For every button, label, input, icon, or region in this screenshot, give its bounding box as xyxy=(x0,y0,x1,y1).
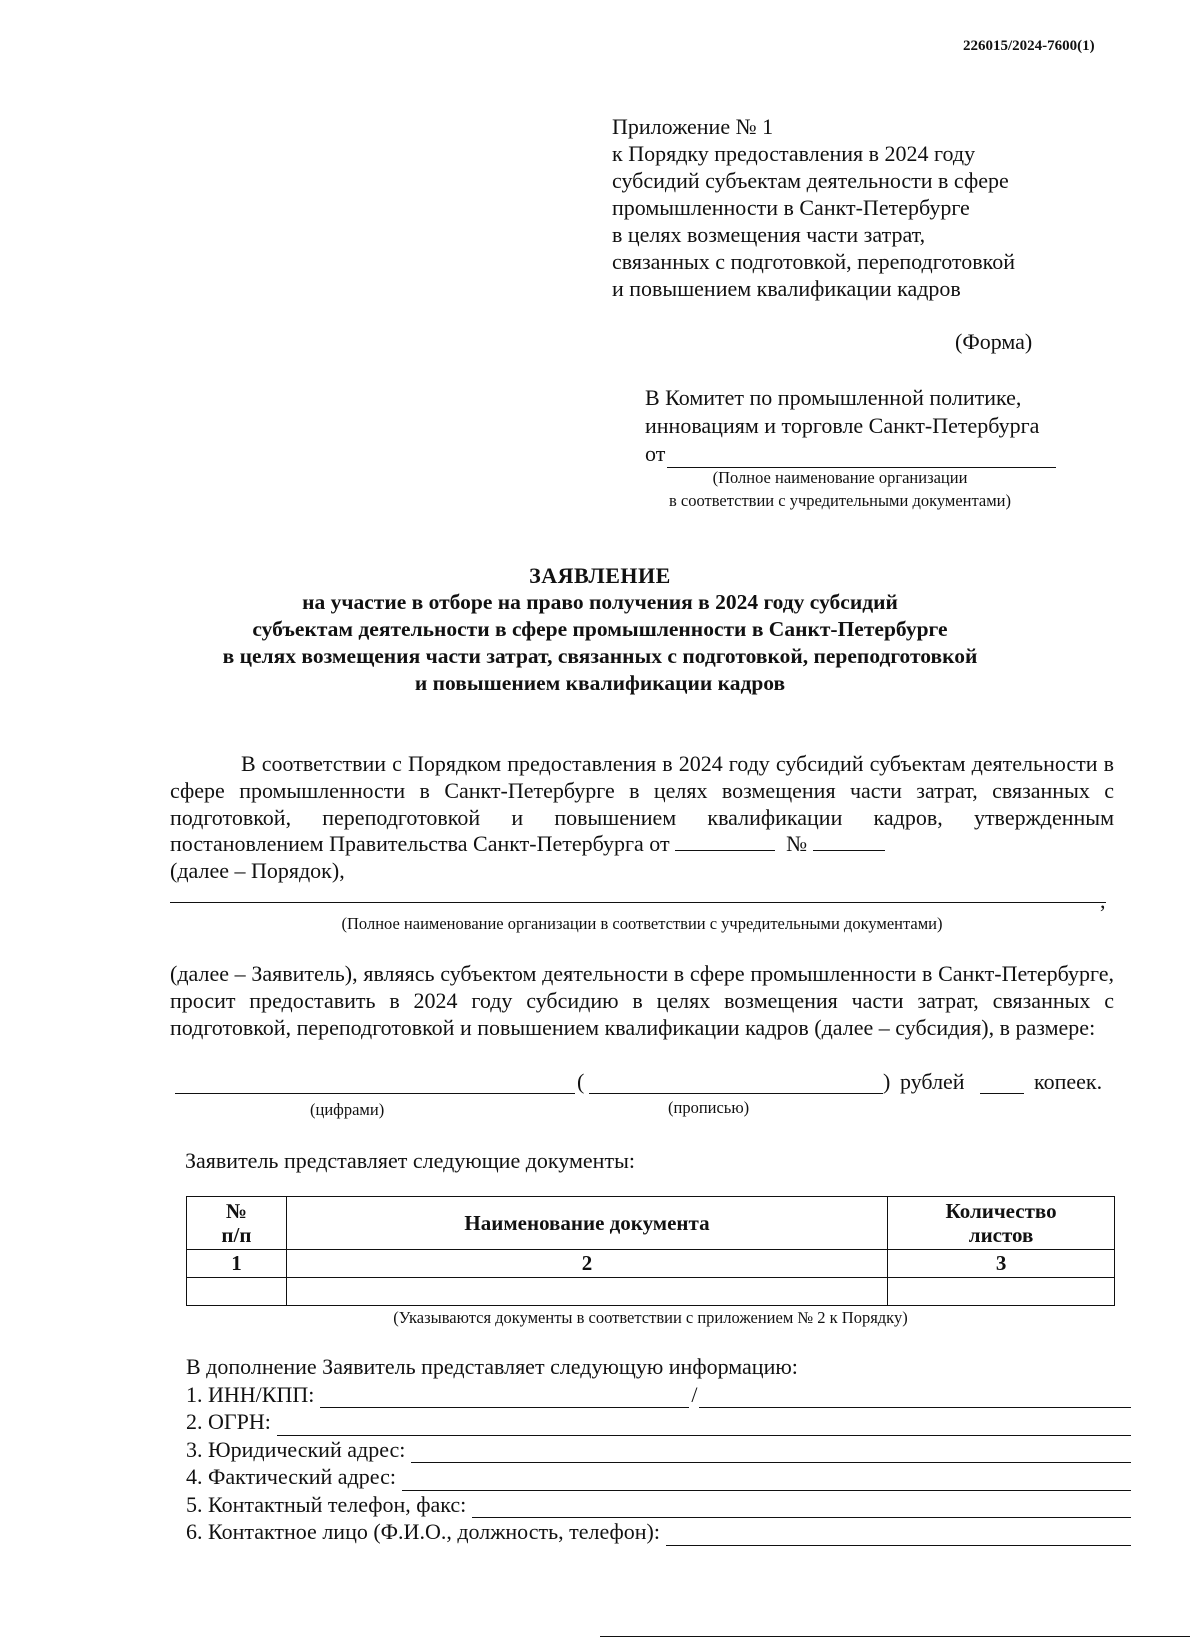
header-page-count-line: листов xyxy=(968,1223,1034,1247)
paren-close: ) xyxy=(883,1069,891,1094)
phone-fax-field[interactable] xyxy=(472,1498,1131,1518)
paragraph-intro-end: (далее – Порядок), xyxy=(170,858,345,884)
contact-person-label: 6. Контактное лицо (Ф.И.О., должность, телефон): xyxy=(186,1519,660,1544)
table-row xyxy=(187,1278,1115,1306)
title-line: субъектам деятельности в сфере промышленности в Санкт-Петербурге xyxy=(252,617,948,641)
info-row-actual-address xyxy=(186,1463,1131,1491)
header-page-count-line: Количество xyxy=(945,1199,1057,1223)
resolution-date-field[interactable] xyxy=(675,832,775,851)
table-cell-page-count[interactable] xyxy=(888,1278,1115,1306)
annex-line: к Порядку предоставления в 2024 году xyxy=(612,141,976,166)
annex-line: и повышением квалификации кадров xyxy=(612,276,961,301)
phone-fax-label: 5. Контактный телефон, факс: xyxy=(186,1491,467,1517)
header-number xyxy=(187,1197,287,1250)
resolution-number-field[interactable] xyxy=(813,832,885,851)
legal-address-label: 3. Юридический адрес: xyxy=(186,1436,406,1462)
document-registration-number: 226015/2024-7600(1) xyxy=(963,38,1095,54)
addressee-line: В Комитет по промышленной политике, xyxy=(645,385,1022,410)
info-row-ogrn xyxy=(186,1408,1131,1436)
inn-field[interactable] xyxy=(320,1388,689,1408)
additional-info-block xyxy=(186,1353,1131,1546)
actual-address-label: 4. Фактический адрес: xyxy=(186,1464,396,1489)
organization-comma: , xyxy=(1100,888,1106,913)
paragraph-request: (далее – Заявитель), являясь субъектом деятельности в сфере промышленности в Санкт-Петербурге, просит предоставить в 2024 году субсидию в целях возмещения части затрат, связанных с подготовкой, переподготовкой и повышением квалификации кадров (далее – субсидия), в размере: xyxy=(170,961,1114,1040)
from-line xyxy=(645,440,1075,468)
addressee-block xyxy=(645,384,1075,468)
addressee-note xyxy=(620,466,1060,512)
addressee-line: инновациям и торговле Санкт-Петербурга xyxy=(645,413,1040,438)
rubles-label: рублей xyxy=(900,1069,965,1094)
info-row-contact-person xyxy=(186,1518,1131,1546)
table-header-row xyxy=(187,1197,1115,1250)
annex-line: промышленности в Санкт-Петербурге xyxy=(612,195,970,220)
amount-words-field[interactable] xyxy=(589,1093,883,1094)
ogrn-field[interactable] xyxy=(277,1416,1131,1436)
amount-row xyxy=(170,1069,1114,1099)
title-heading: ЗАЯВЛЕНИЕ xyxy=(529,563,671,588)
column-number-label: 1 xyxy=(187,1250,287,1278)
legal-address-field[interactable] xyxy=(411,1443,1131,1463)
paragraph-intro-text: В соответствии с Порядком предоставления в 2024 году субсидий субъектам деятельности в сфере промышленности в Санкт-Петербурге в целях возмещения части затрат, связанных с подготовкой, переподготовкой и повышением квалификации кадров, утвержденным постановлением Правительства Санкт-Петербурга от xyxy=(170,751,1114,857)
organization-name-caption: (Полное наименование организации в соответствии с учредительными документами) xyxy=(341,914,943,933)
header-number-line: № xyxy=(225,1199,247,1223)
table-cell-number[interactable] xyxy=(187,1278,287,1306)
annex-header xyxy=(612,113,1072,302)
form-label: (Форма) xyxy=(955,329,1033,354)
addressee-note-line: (Полное наименование организации xyxy=(712,468,968,487)
amount-digits-field[interactable] xyxy=(175,1093,575,1094)
ogrn-label: 2. ОГРН: xyxy=(186,1409,271,1434)
info-intro: В дополнение Заявитель представляет следующую информацию: xyxy=(186,1354,798,1379)
header-document-name: Наименование документа xyxy=(286,1197,887,1250)
title-line: в целях возмещения части затрат, связанных с подготовкой, переподготовкой xyxy=(222,644,978,668)
contact-person-field[interactable] xyxy=(666,1526,1131,1546)
organization-name-field[interactable] xyxy=(170,880,1106,903)
applicant-name-field[interactable] xyxy=(667,445,1056,468)
inn-kpp-label: 1. ИНН/КПП: xyxy=(186,1381,315,1407)
title-line: на участие в отборе на право получения в 2024 году субсидий xyxy=(302,590,898,614)
amount-digits-caption: (цифрами) xyxy=(310,1100,385,1119)
kpp-field[interactable] xyxy=(699,1388,1131,1408)
column-number-label: 2 xyxy=(286,1250,887,1278)
paren-open: ( xyxy=(577,1069,585,1094)
from-label: от xyxy=(645,441,666,466)
annex-line: связанных с подготовкой, переподготовкой xyxy=(612,249,1015,274)
documents-intro: Заявитель представляет следующие документы: xyxy=(185,1148,635,1173)
paragraph-intro xyxy=(170,751,1114,885)
kopecks-label: копеек. xyxy=(1034,1069,1103,1094)
table-numbering-row xyxy=(187,1250,1115,1278)
number-sign: № xyxy=(786,831,808,857)
documents-table xyxy=(186,1196,1115,1306)
annex-line: субсидий субъектам деятельности в сфере xyxy=(612,168,1009,193)
column-number-label: 3 xyxy=(888,1250,1115,1278)
info-row-phone xyxy=(186,1491,1131,1519)
document-title xyxy=(150,562,1050,697)
inn-kpp-separator: / xyxy=(691,1381,698,1407)
addressee-note-line: в соответствии с учредительными документами) xyxy=(668,491,1011,510)
header-page-count xyxy=(888,1197,1115,1250)
info-row-legal-address xyxy=(186,1436,1131,1464)
header-number-line: п/п xyxy=(221,1223,252,1247)
actual-address-field[interactable] xyxy=(402,1471,1131,1491)
kopecks-field[interactable] xyxy=(980,1093,1024,1094)
amount-words-caption: (прописью) xyxy=(668,1098,750,1117)
annex-line: Приложение № 1 xyxy=(612,114,774,139)
info-row-inn-kpp xyxy=(186,1381,1131,1409)
title-line: и повышением квалификации кадров xyxy=(414,671,786,695)
annex-line: в целях возмещения части затрат, xyxy=(612,222,926,247)
page-bottom-rule xyxy=(600,1636,1190,1637)
documents-note: (Указываются документы в соответствии с приложением № 2 к Порядку) xyxy=(393,1308,908,1327)
table-cell-document-name[interactable] xyxy=(286,1278,887,1306)
